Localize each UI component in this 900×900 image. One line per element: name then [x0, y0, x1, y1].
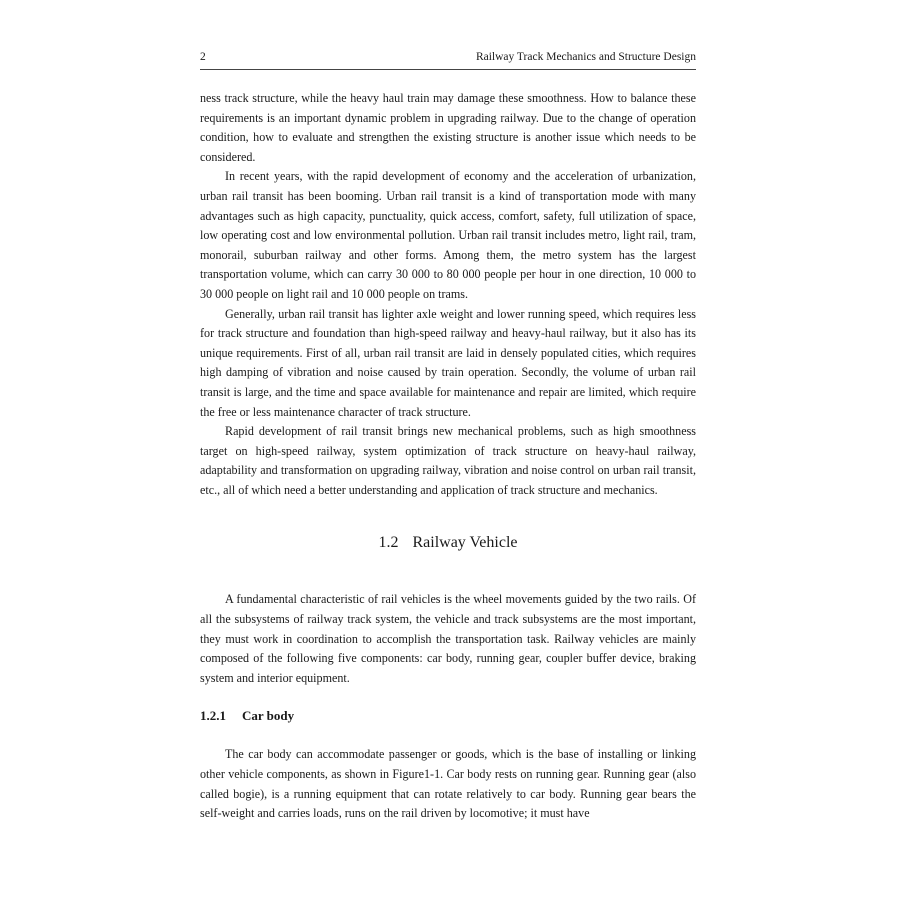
section-heading: [200, 533, 696, 553]
page-content: [200, 89, 696, 824]
section-title: Railway Vehicle: [412, 534, 518, 552]
page-number: 2: [200, 51, 206, 63]
subsection-heading: [200, 706, 696, 726]
section-number: 1.2: [378, 534, 399, 552]
page-header: [200, 49, 696, 70]
paragraph: Generally, urban rail transit has lighter axle weight and lower running speed, which requires less for track structure and foundation than high-speed railway and heavy-haul railway, but it also has its unique requirements. First of all, urban rail transit are laid in densely populated cities, which requires high damping of vibration and noise caused by train operation. Secondly, the volume of urban rail transit is large, and the time and space available for maintenance and repair are limited, which require the free or less maintenance character of track structure.: [200, 306, 696, 419]
subsection-number: 1.2.1: [200, 708, 226, 724]
subsection-title: Car body: [242, 708, 295, 724]
paragraph: In recent years, with the rapid development of economy and the acceleration of urbanization, urban rail transit has been booming. Urban rail transit is a kind of transportation mode with many advantages such as high capacity, punctuality, quick access, comfort, safety, full utilization of space, low operating cost and low environmental pollution. Urban rail transit includes metro, light rail, tram, monorail, suburban railway and other forms. Among them, the metro system has the largest transportation volume, which can carry 30 000 to 80 000 people per hour in one direction, 10 000 to 30 000 people on light rail and 10 000 people on trams.: [200, 169, 696, 301]
paragraph: A fundamental characteristic of rail vehicles is the wheel movements guided by the two rails. Of all the subsystems of railway track system, the vehicle and track subsystems are the most important, they must work in coordination to accomplish the transportation task. Railway vehicles are mainly composed of the following five components: car body, running gear, coupler buffer device, braking system and interior equipment.: [200, 592, 696, 685]
paragraph: Rapid development of rail transit brings new mechanical problems, such as high smoothness target on high-speed railway, system optimization of track structure on heavy-haul railway, adaptability and transformation on upgrading railway, vibration and noise control on urban rail transit, etc., all of which need a better understanding and application of track structure and mechanics.: [200, 424, 696, 497]
paragraph: ness track structure, while the heavy haul train may damage these smoothness. How to balance these requirements is an important dynamic problem in upgrading railway. Due to the change of operation condition, how to evaluate and strengthen the existing structure is another issue which needs to be considered.: [200, 91, 696, 164]
paragraph: The car body can accommodate passenger or goods, which is the base of installing or linking other vehicle components, as shown in Figure1-1. Car body rests on running gear. Running gear (also called bogie), is a running equipment that can rotate relatively to car body. Running gear bears the self-weight and carries loads, runs on the rail driven by locomotive; it must have: [200, 747, 696, 821]
running-title: Railway Track Mechanics and Structure Design: [475, 51, 696, 63]
